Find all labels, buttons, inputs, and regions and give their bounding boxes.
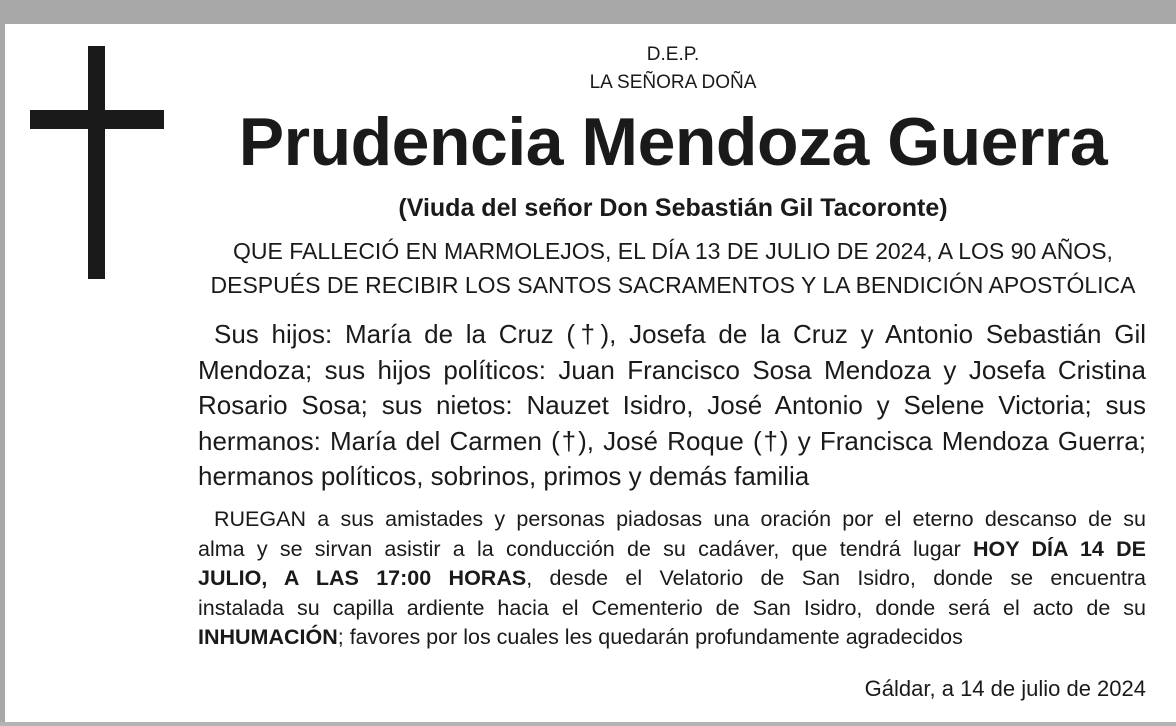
family-line-5: hermanos políticos, sobrinos, primos y demás familia — [198, 461, 810, 491]
top-border — [0, 0, 1176, 24]
request-line-1: RUEGAN a sus amistades y personas piadosas una oración por el eterno descanso de su — [214, 507, 1146, 531]
burial-emphasis: INHUMACIÓN — [198, 625, 338, 649]
place-date-signoff: Gáldar, a 14 de julio de 2024 — [864, 676, 1146, 701]
family-line-3: Rosario Sosa; sus nietos: Nauzet Isidro, José Antonio y Selene Victoria; sus — [198, 390, 1146, 420]
death-notice-line-1: QUE FALLECIÓ EN MARMOLEJOS, EL DÍA 13 DE JULIO DE 2024, A LOS 90 AÑOS, — [233, 238, 1113, 264]
widow-of-text: (Viuda del señor Don Sebastián Gil Tacoronte) — [398, 194, 948, 222]
family-line-2: Mendoza; sus hijos políticos: Juan Francisco Sosa Mendoza y Josefa Cristina — [198, 354, 1146, 385]
family-line-4: hermanos: María del Carmen (†), José Roque (†) y Francisca Mendoza Guerra; — [198, 425, 1146, 456]
funeral-date-emphasis: HOY DÍA 14 DE — [973, 536, 1146, 561]
widow-of-line — [198, 193, 1148, 223]
deceased-name — [198, 103, 1148, 181]
request-paragraph — [198, 505, 1146, 653]
funeral-time-emphasis: JULIO, A LAS 17:00 HORAS — [198, 566, 527, 590]
honorific-text: LA SEÑORA DOÑA — [589, 72, 757, 93]
request-line-2: alma y se sirvan asistir a la conducción de su cadáver, que tendrá lugar HOY DÍA 14 DE — [198, 536, 1146, 561]
request-line-4: instalada su capilla ardiente hacia el Cementerio de San Isidro, donde será el acto de su — [198, 595, 1146, 620]
bottom-border — [0, 722, 1176, 726]
left-border — [0, 24, 5, 726]
honorific-heading — [198, 72, 1148, 94]
request-line-5: INHUMACIÓN; favores por los cuales les quedarán profundamente agradecidos — [198, 625, 963, 649]
dep-text: D.E.P. — [646, 44, 700, 65]
family-paragraph — [198, 317, 1146, 495]
family-line-1: Sus hijos: María de la Cruz (†), Josefa de la Cruz y Antonio Sebastián Gil — [214, 319, 1146, 349]
request-line-3: JULIO, A LAS 17:00 HORAS, desde el Velatorio de San Isidro, donde se encuentra — [198, 566, 1146, 590]
cross-horizontal-bar — [30, 110, 164, 129]
dep-heading — [198, 44, 1148, 66]
deceased-name-text: Prudencia Mendoza Guerra — [238, 104, 1108, 180]
cross-vertical-bar — [88, 46, 105, 279]
death-notice-line-2: DESPUÉS DE RECIBIR LOS SANTOS SACRAMENTOS Y LA BENDICIÓN APOSTÓLICA — [210, 272, 1136, 298]
